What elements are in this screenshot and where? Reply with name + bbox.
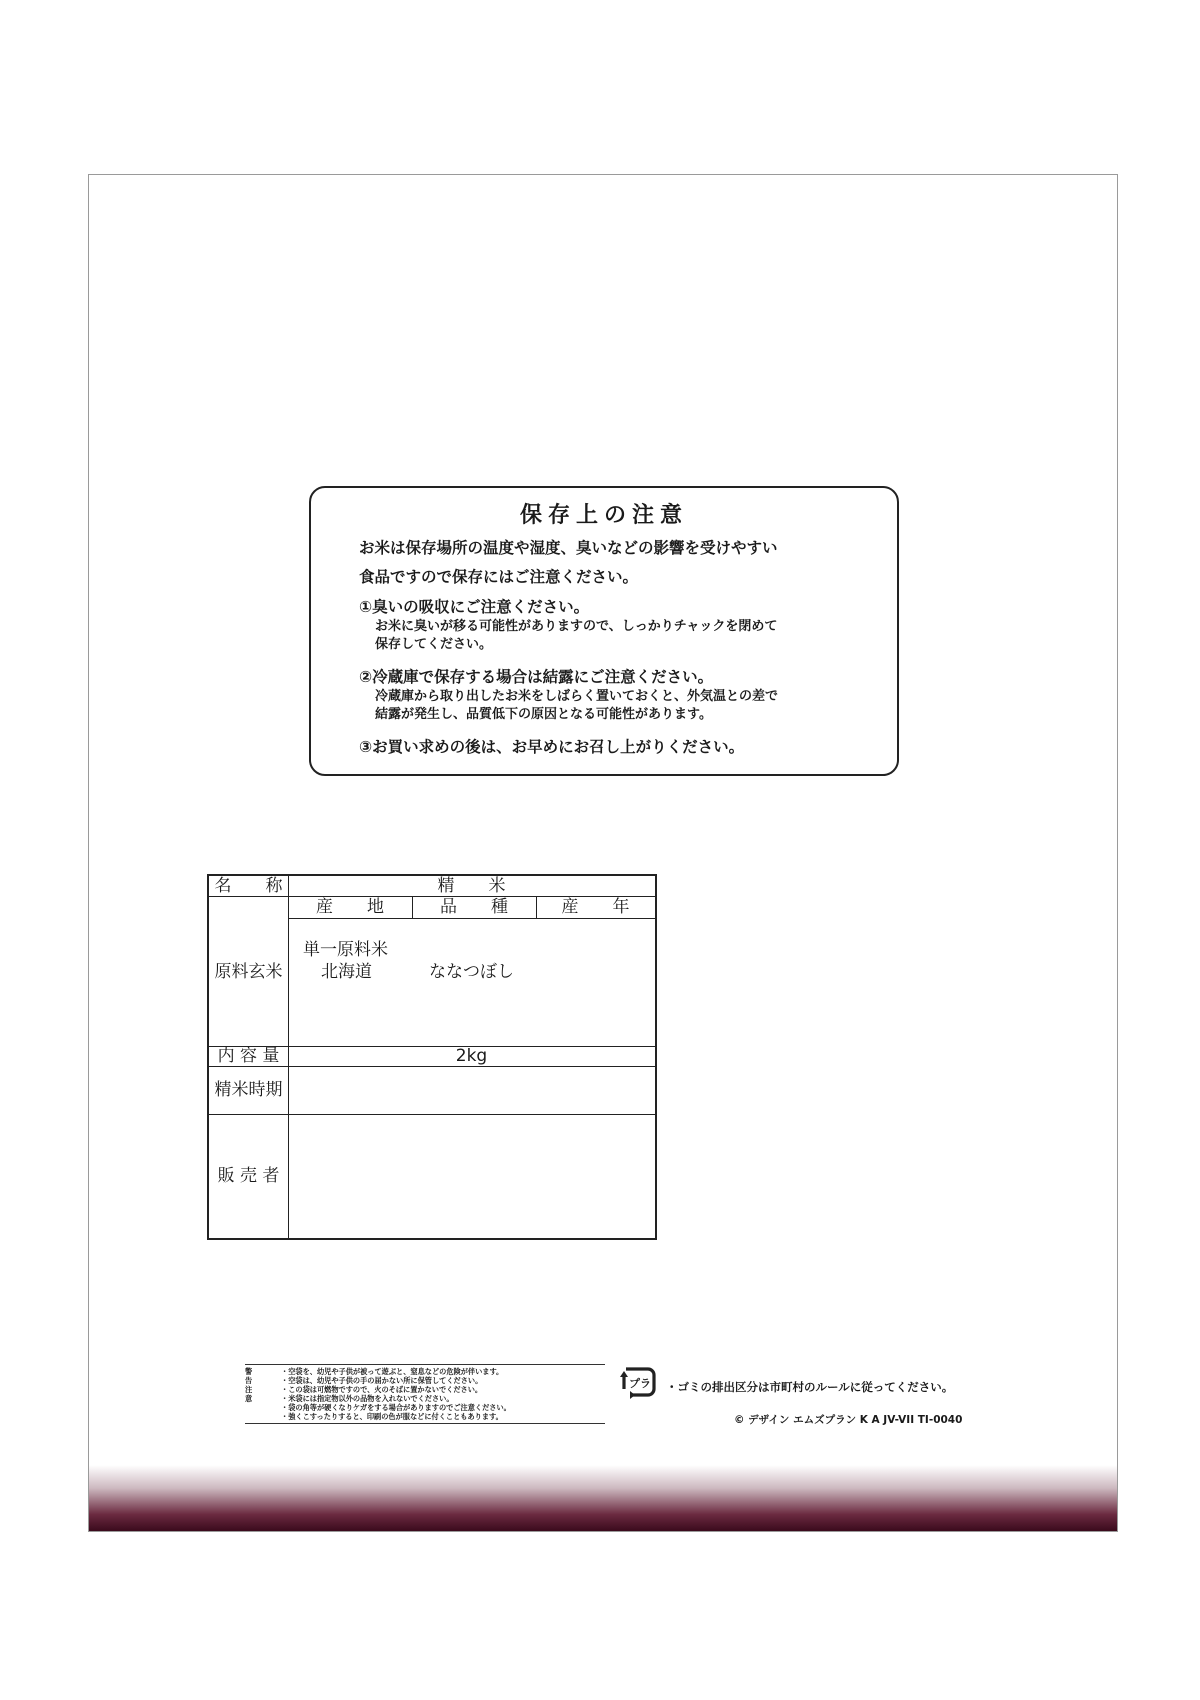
note-tag: 注 意 [245, 1385, 272, 1403]
table-rule [209, 1114, 655, 1115]
note-line: ・袋の角等が硬くなりケガをする場合がありますのでご注意ください。 [281, 1403, 511, 1412]
storage-caution-box [309, 486, 899, 776]
caution-item-text: お米に臭いが移る可能性がありますので、しっかりチャックを閉めて [375, 619, 778, 634]
origin-value: 北海道 [321, 962, 372, 982]
caution-item-text: 冷蔵庫から取り出したお米をしばらく置いておくと、外気温との差で [375, 689, 779, 704]
garbage-disposal-note: ・ゴミの排出区分は市町村のルールに従ってください。 [666, 1380, 954, 1394]
caution-item-heading: ②冷蔵庫で保存する場合は結露にご注意ください。 [359, 668, 714, 686]
warning-line: ・空袋を、幼児や子供が被って遊ぶと、窒息などの危険が伴います。 [281, 1367, 504, 1376]
note-line: ・この袋は可燃物ですので、火のそばに置かないでください。 [281, 1385, 483, 1394]
note-line: ・強くこすったりすると、印刷の色が服などに付くこともあります。 [281, 1412, 503, 1421]
column-origin: 産 地 [316, 897, 384, 917]
single-origin-text: 単一原料米 [303, 940, 388, 960]
plastic-recycle-icon [618, 1363, 660, 1401]
content-label: 内 容 量 [217, 1046, 280, 1066]
table-rule [288, 918, 655, 919]
column-variety: 品 種 [440, 897, 508, 917]
variety-value: ななつぼし [429, 962, 514, 982]
seller-label: 販 売 者 [217, 1166, 280, 1186]
note-lines [281, 1385, 511, 1421]
caution-item-heading: ③お買い求めの後は、お早めにお召し上がりください。 [359, 738, 745, 756]
warning-tag: 警 告 [245, 1367, 272, 1385]
warning-block [245, 1364, 605, 1424]
caution-item-2 [359, 666, 889, 724]
warning-lines [281, 1367, 503, 1385]
caution-item-1 [359, 596, 889, 654]
caution-intro-line2: 食品ですので保存にはご注意ください。 [359, 568, 639, 586]
recycle-mark-text: プラ [629, 1377, 651, 1390]
table-rule [209, 1066, 655, 1067]
content-value: 2kg [455, 1046, 488, 1066]
caution-item-heading: ①臭いの吸収にご注意ください。 [359, 598, 590, 616]
note-row [245, 1385, 605, 1421]
caution-item-3 [359, 736, 889, 758]
design-credit: © デザイン エムズプラン K A JV-VII TI-0040 [734, 1414, 963, 1426]
warning-line: ・空袋は、幼児や子供の手の届かない所に保管してください。 [281, 1376, 483, 1385]
name-label: 名 称 [214, 876, 283, 896]
caution-intro [359, 534, 879, 592]
column-year: 産 年 [561, 897, 630, 917]
product-label-table [207, 874, 657, 1240]
caution-item-text: 結露が発生し、品質低下の原因となる可能性があります。 [375, 707, 712, 722]
milling-date-label: 精米時期 [214, 1080, 283, 1100]
note-line: ・米袋には指定物以外の品物を入れないでください。 [281, 1394, 454, 1403]
caution-title: 保存上の注意 [519, 503, 688, 528]
bottom-color-band [89, 1465, 1117, 1531]
rice-bag-back [88, 174, 1118, 1532]
caution-item-text: 保存してください。 [375, 637, 493, 652]
name-value: 精 米 [437, 876, 506, 896]
raw-rice-label: 原料玄米 [214, 962, 283, 982]
caution-intro-line1: お米は保存場所の温度や湿度、臭いなどの影響を受けやすい [359, 539, 778, 557]
warning-row [245, 1367, 605, 1385]
